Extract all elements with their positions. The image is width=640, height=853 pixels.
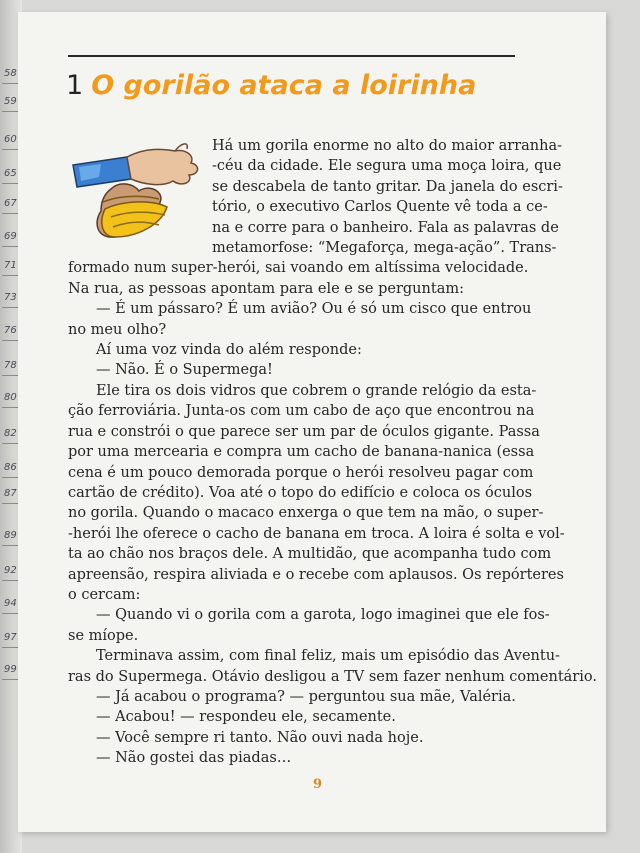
margin-tab-number: 59 (4, 96, 17, 107)
text-line: no meu olho? (68, 321, 167, 338)
text-line: rua e constrói o que parece ser um par de óculos gigante. Passa (68, 423, 540, 440)
margin-tab-number: 76 (4, 325, 17, 336)
text-line: se descabela de tanto gritar. Da janela do escri- (212, 178, 563, 195)
text-line: -céu da cidade. Ele segura uma moça loira, que (212, 158, 562, 175)
margin-tab-number: 73 (4, 292, 17, 303)
text-line: — Acabou! — respondeu ele, secamente. (96, 709, 396, 726)
text-line: — Não gostei das piadas… (96, 750, 292, 767)
text-line: Na rua, as pessoas apontam para ele e se perguntam: (68, 280, 464, 297)
chapter-heading (66, 70, 476, 101)
margin-tab-number: 65 (4, 168, 17, 179)
margin-tab-number: 67 (4, 198, 17, 209)
text-line: ras do Supermega. Otávio desligou a TV sem fazer nenhum comentário. (68, 668, 597, 685)
text-line: Há um gorila enorme no alto do maior arranha- (212, 138, 563, 154)
text-line: se míope. (68, 627, 139, 644)
text-line: metamorfose: “Megaforça, mega-ação”. Trans- (212, 240, 557, 257)
text-line: Aí uma voz vinda do além responde: (96, 342, 362, 359)
margin-tab-number: 82 (4, 428, 17, 439)
text-line: -herói lhe oferece o cacho de banana em troca. A loira é solta e vol- (68, 525, 565, 542)
margin-tab-number: 97 (4, 632, 17, 643)
margin-tab-number: 86 (4, 462, 17, 473)
text-line: Terminava assim, com final feliz, mais um episódio das Aventu- (96, 648, 560, 665)
chapter-number: 1 (66, 70, 84, 101)
margin-tab-number: 69 (4, 231, 17, 242)
margin-tab-number: 71 (4, 260, 17, 271)
text-line: cartão de crédito). Voa até o topo do edifício e coloca os óculos (68, 484, 533, 501)
text-line: ção ferroviária. Junta-os com um cabo de aço que encontrou na (68, 403, 535, 420)
header-rule (68, 55, 515, 57)
text-line: ta ao chão nos braços dele. A multidão, que acompanha tudo com (68, 546, 552, 563)
page-number: 9 (313, 777, 323, 792)
text-line: no gorila. Quando o macaco enxerga o que tem na mão, o super- (68, 505, 544, 522)
chapter-title: O gorilão ataca a loirinha (91, 70, 477, 101)
text-line: — É um pássaro? É um avião? Ou é só um cisco que entrou (96, 301, 532, 318)
text-line: apreensão, respira aliviada e o recebe com aplausos. Os repórteres (68, 566, 564, 583)
margin-tab-number: 89 (4, 530, 17, 541)
text-line: — Já acabou o programa? — perguntou sua mãe, Valéria. (96, 688, 516, 705)
text-line: o cercam: (68, 586, 141, 603)
margin-tab-number: 94 (4, 598, 17, 609)
text-line: tório, o executivo Carlos Quente vê toda a ce- (212, 199, 548, 216)
text-line: — Não. É o Supermega! (96, 362, 273, 379)
margin-tab-number: 58 (4, 68, 17, 79)
margin-tab-number: 78 (4, 360, 17, 371)
margin-tab-number: 99 (4, 664, 17, 675)
text-line: cena é um pouco demorada porque o herói resolveu pagar com (68, 464, 534, 481)
margin-tab-number: 87 (4, 488, 17, 499)
text-line: — Você sempre ri tanto. Não ouvi nada hoje. (96, 729, 424, 746)
margin-tab-number: 80 (4, 392, 17, 403)
text-line: na e corre para o banheiro. Fala as palavras de (212, 219, 559, 236)
margin-tab-number: 92 (4, 565, 17, 576)
text-line: por uma mercearia e compra um cacho de banana-nanica (essa (68, 444, 535, 461)
text-line: — Quando vi o gorila com a garota, logo imaginei que ele fos- (96, 607, 550, 624)
text-line: Ele tira os dois vidros que cobrem o grande relógio da esta- (96, 382, 537, 399)
book-page (18, 12, 606, 832)
story-text (68, 136, 597, 769)
margin-tab-number: 60 (4, 134, 17, 145)
text-line: formado num super-herói, sai voando em altíssima velocidade. (68, 260, 529, 277)
